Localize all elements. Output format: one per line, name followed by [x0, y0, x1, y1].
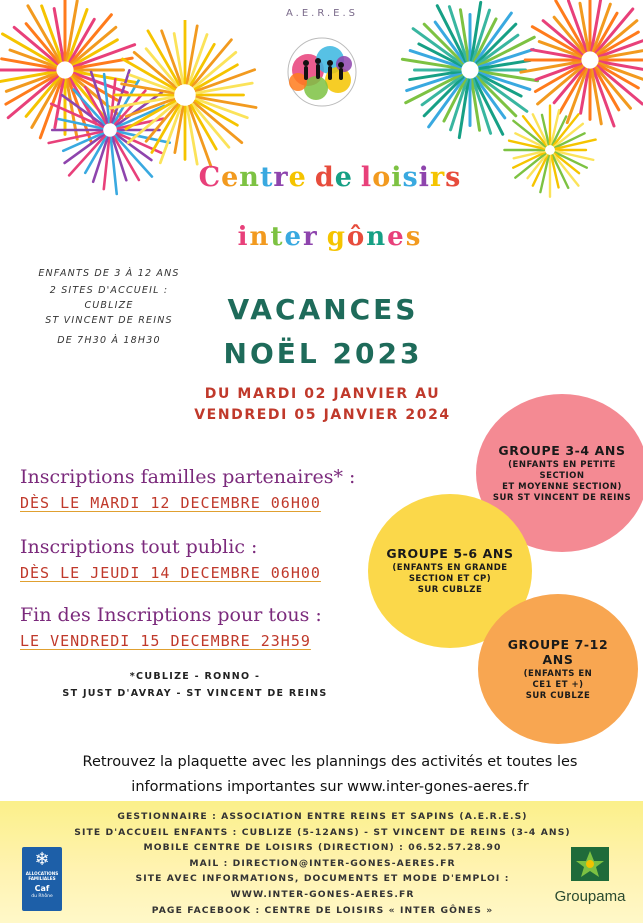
logo-letters: A.E.R.E.S [286, 8, 358, 19]
group-7-12-desc [524, 669, 593, 702]
dates-line-1: DU MARDI 02 JANVIER AU [204, 386, 441, 402]
group-3-4-desc [493, 460, 631, 504]
inscription-end [20, 604, 322, 650]
group-7-12-line-1: (ENFANTS EN [523, 668, 593, 679]
brochure-line-1: Retrouvez la plaquette avec les plannings des activités et toutes les [82, 754, 578, 770]
group-7-12-line-2: CE1 ET +) [532, 679, 584, 690]
firework-yellow-right [495, 95, 605, 205]
groupama-mark-icon [571, 847, 609, 881]
title-letter: s [402, 162, 419, 193]
title-letter: s [405, 222, 423, 252]
inscription-public-date: DÈS LE JEUDI 14 DECEMBRE 06H00 [20, 564, 321, 582]
title-letter: n [249, 222, 271, 252]
caf-name: Caf [34, 884, 50, 893]
title-letter: i [418, 162, 430, 193]
group-5-6-desc [392, 563, 507, 596]
title-letter: e [334, 162, 353, 193]
title-letter: e [284, 222, 304, 252]
inter-gones-title [180, 222, 480, 252]
title-letter: e [221, 162, 240, 193]
group-3-4-title: GROUPE 3-4 ANS [498, 442, 626, 458]
group-3-4-line-3: ET MOYENNE SECTION) [502, 481, 622, 492]
caf-region: du Rhône [31, 894, 53, 899]
groupama-name: Groupama [554, 888, 626, 905]
title-letter: e [288, 162, 307, 193]
aeres-logo [268, 8, 376, 126]
sites-line-1: 2 SITES D'ACCUEIL : [49, 285, 169, 296]
footer [0, 801, 643, 923]
groupama-logo [544, 847, 636, 905]
group-7-12-circle [478, 594, 638, 744]
centre-de-loisirs-title [160, 162, 500, 193]
footer-phone: MOBILE CENTRE DE LOISIRS (DIRECTION) : 06.52.57.28.90 [143, 842, 502, 854]
dates-line-2: VENDREDI 05 JANVIER 2024 [194, 407, 451, 423]
headline-line-2: NOËL 2023 [223, 337, 423, 370]
inscription-partners [20, 466, 355, 512]
footer-facebook: PAGE FACEBOOK : CENTRE DE LOISIRS « INTER GÔNES » [151, 904, 494, 916]
sites-line-3: ST VINCENT DE REINS [45, 315, 173, 326]
ages-text: ENFANTS DE 3 À 12 ANS [38, 268, 180, 279]
info-block [14, 265, 204, 349]
title-letter: ô [346, 222, 367, 252]
title-letter: o [372, 162, 392, 193]
group-5-6-line-2: SECTION ET CP) [408, 574, 492, 584]
title-letter: l [360, 162, 373, 193]
title-letter: n [366, 222, 388, 252]
caf-logo [22, 847, 62, 911]
title-letter: r [429, 162, 446, 193]
group-7-12-title: GROUPE 7-12 [507, 636, 609, 652]
title-letter: n [239, 162, 260, 193]
group-3-4-line-1: (ENFANTS EN PETITE [508, 459, 616, 470]
title-letter: r [303, 222, 319, 252]
title-letter: d [314, 162, 335, 193]
brochure-info [30, 750, 630, 800]
title-letter: i [237, 222, 250, 252]
inscription-end-date: LE VENDREDI 15 DECEMBRE 23H59 [20, 632, 311, 650]
inscription-partners-date: DÈS LE MARDI 12 DECEMBRE 06H00 [20, 494, 321, 512]
title-letter: e [387, 222, 406, 252]
holiday-dates [150, 384, 495, 426]
title-letter: C [198, 162, 222, 193]
group-3-4-line-4: SUR ST VINCENT DE REINS [492, 492, 632, 503]
title-letter: i [391, 162, 403, 193]
inscription-public [20, 536, 321, 582]
headline-line-1: VACANCES [227, 293, 419, 326]
footer-mail: MAIL : DIRECTION@INTER-GONES-AERES.FR [189, 857, 456, 869]
title-letter: s [445, 162, 462, 193]
caf-subtitle: ALLOCATIONS FAMILIALES [25, 871, 59, 881]
sites-line-2: CUBLIZE [84, 300, 134, 311]
snowflake-icon: ❄ [34, 849, 50, 870]
group-7-12-title-2: ANS [542, 651, 574, 667]
title-letter: r [273, 162, 289, 193]
footer-sites: SITE D'ACCUEIL ENFANTS : CUBLIZE (5-12ANS) - ST VINCENT DE REINS (3-4 ANS) [74, 826, 571, 838]
inscription-partners-title: Inscriptions familles partenaires* : [20, 466, 356, 488]
group-5-6-line-3: SUR CUBLZE [417, 585, 483, 595]
group-3-4-line-2: SECTION [539, 470, 585, 481]
partner-communes [30, 668, 360, 702]
title-letter: t [270, 222, 285, 252]
inscription-end-title: Fin des Inscriptions pour tous : [20, 604, 322, 626]
brochure-line-2: informations importantes sur www.inter-gones-aeres.fr [131, 779, 529, 795]
footer-site-label: SITE AVEC INFORMATIONS, DOCUMENTS ET MODE D'EMPLOI : [135, 873, 510, 885]
group-5-6-title: GROUPE 5-6 ANS [386, 546, 514, 561]
hours-text: DE 7H30 À 18H30 [57, 335, 161, 346]
title-letter: g [326, 222, 347, 252]
title-letter: t [259, 162, 274, 193]
footer-manager: GESTIONNAIRE : ASSOCIATION ENTRE REINS ET SAPINS (A.E.R.E.S) [117, 811, 528, 822]
communes-line-1: *CUBLIZE - RONNO - [129, 671, 261, 682]
footer-contact [70, 809, 575, 918]
group-7-12-line-3: SUR CUBLZE [525, 690, 591, 701]
footer-website: WWW.INTER-GONES-AERES.FR [230, 888, 415, 900]
inscription-public-title: Inscriptions tout public : [20, 536, 258, 558]
group-5-6-line-1: (ENFANTS EN GRANDE [392, 563, 508, 573]
headline [178, 288, 468, 376]
communes-line-2: ST JUST D'AVRAY - ST VINCENT DE REINS [62, 688, 328, 699]
